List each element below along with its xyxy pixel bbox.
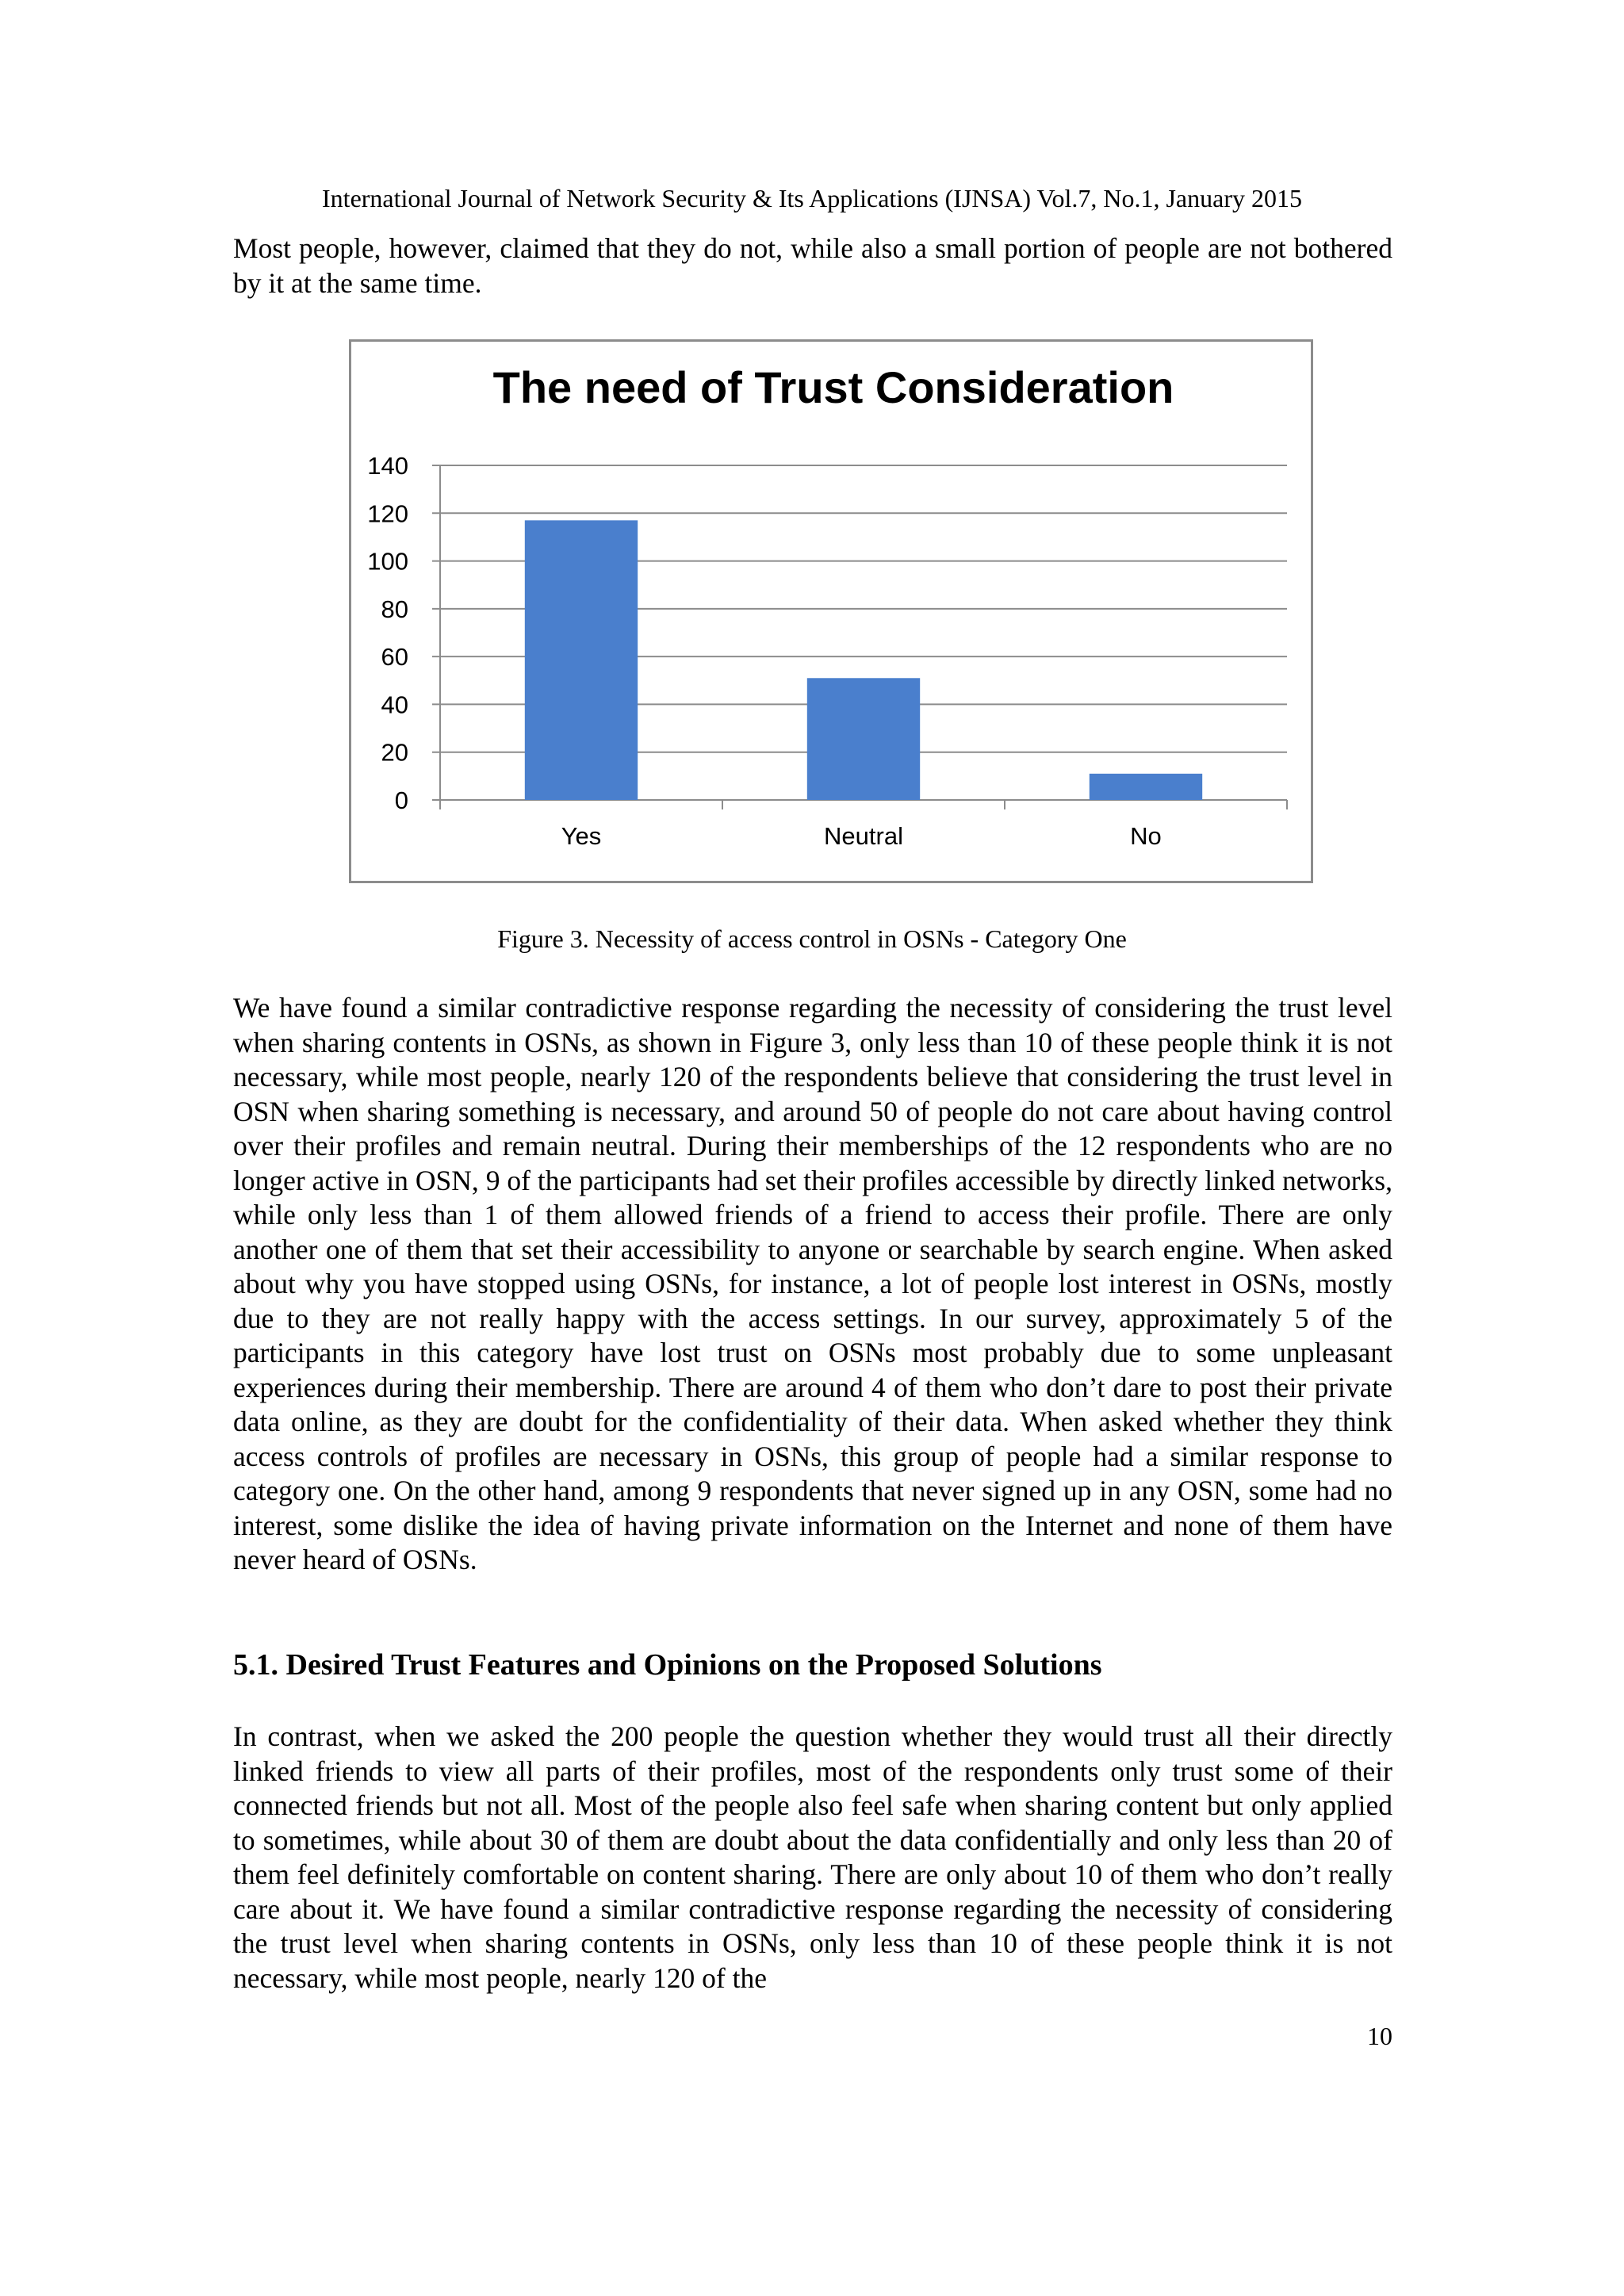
chart-canvas xyxy=(351,342,1311,881)
bar-no xyxy=(1090,774,1202,800)
y-tick-label: 40 xyxy=(381,691,408,719)
bar-yes xyxy=(525,520,638,800)
page-number: 10 xyxy=(1367,2022,1392,2050)
bar-neutral xyxy=(807,678,920,800)
y-tick-label: 120 xyxy=(367,499,408,528)
paragraph-findings: We have found a similar contradictive response regarding the necessity of considering the trust level when sharing contents in OSNs, as shown in Figure 3, only less than 10 of these people think it is not necessary, while most people, nearly 120 of the respondents believe that considering the trust level in OSN when sharing something is necessary, and around 50 of people do not care about having control over their profiles and remain neutral. During their memberships of the 12 respondents who are no longer active in OSN, 9 of the participants had set their profiles accessible by directly linked networks, while only less than 1 of them allowed friends of a friend to access their profile. There are only another one of them that set their accessibility to anyone or searchable by search engine. When asked about why you have stopped using OSNs, for instance, a lot of people lost interest in OSNs, mostly due to they are not really happy with the access settings. In our survey, approximately 5 of the participants in this category have lost trust on OSNs most probably due to some unpleasant experiences during their membership. There are around 4 of them who don’t dare to post their private data online, as they are doubt for the confidentiality of their data. When asked whether they think access controls of profiles are necessary in OSNs, this group of people had a similar response to category one. On the other hand, among 9 respondents that never signed up in any OSN, some had no interest, some dislike the idea of having private information on the Internet and none of them have never heard of OSNs. xyxy=(233,992,1392,1575)
y-tick-label: 80 xyxy=(381,595,408,623)
y-tick-label: 0 xyxy=(394,786,408,814)
journal-header: International Journal of Network Security & Its Applications (IJNSA) Vol.7, No.1, January 2015 xyxy=(322,184,1302,212)
x-category-label: Neutral xyxy=(824,822,903,850)
paragraph-intro: Most people, however, claimed that they do not, while also a small portion of people are not bothered by it at the same time. xyxy=(233,232,1392,299)
chart-title: The need of Trust Consideration xyxy=(492,362,1174,412)
y-tick-label: 20 xyxy=(381,738,408,767)
y-tick-label: 100 xyxy=(367,547,408,576)
y-tick-label: 140 xyxy=(367,452,408,480)
x-category-label: Yes xyxy=(561,822,602,850)
figure-caption: Figure 3. Necessity of access control in OSNs - Category One xyxy=(497,924,1127,953)
paragraph-contrast: In contrast, when we asked the 200 people the question whether they would trust all their directly linked friends to view all parts of their profiles, most of the respondents only trust some of their connected friends but not all. Most of the people also feel safe when sharing content but only applied to sometimes, while about 30 of them are doubt about the data confidentially and only less than 20 of them feel definitely comfortable on content sharing. There are only about 10 of them who don’t really care about it. We have found a similar contradictive response regarding the necessity of considering the trust level when sharing contents in OSNs, only less than 10 of these people think it is not necessary, while most people, nearly 120 of the xyxy=(233,1720,1392,1994)
section-heading: 5.1. Desired Trust Features and Opinions on the Proposed Solutions xyxy=(233,1648,1102,1682)
bar-chart xyxy=(349,339,1313,883)
x-category-label: No xyxy=(1130,822,1162,850)
y-tick-label: 60 xyxy=(381,643,408,672)
